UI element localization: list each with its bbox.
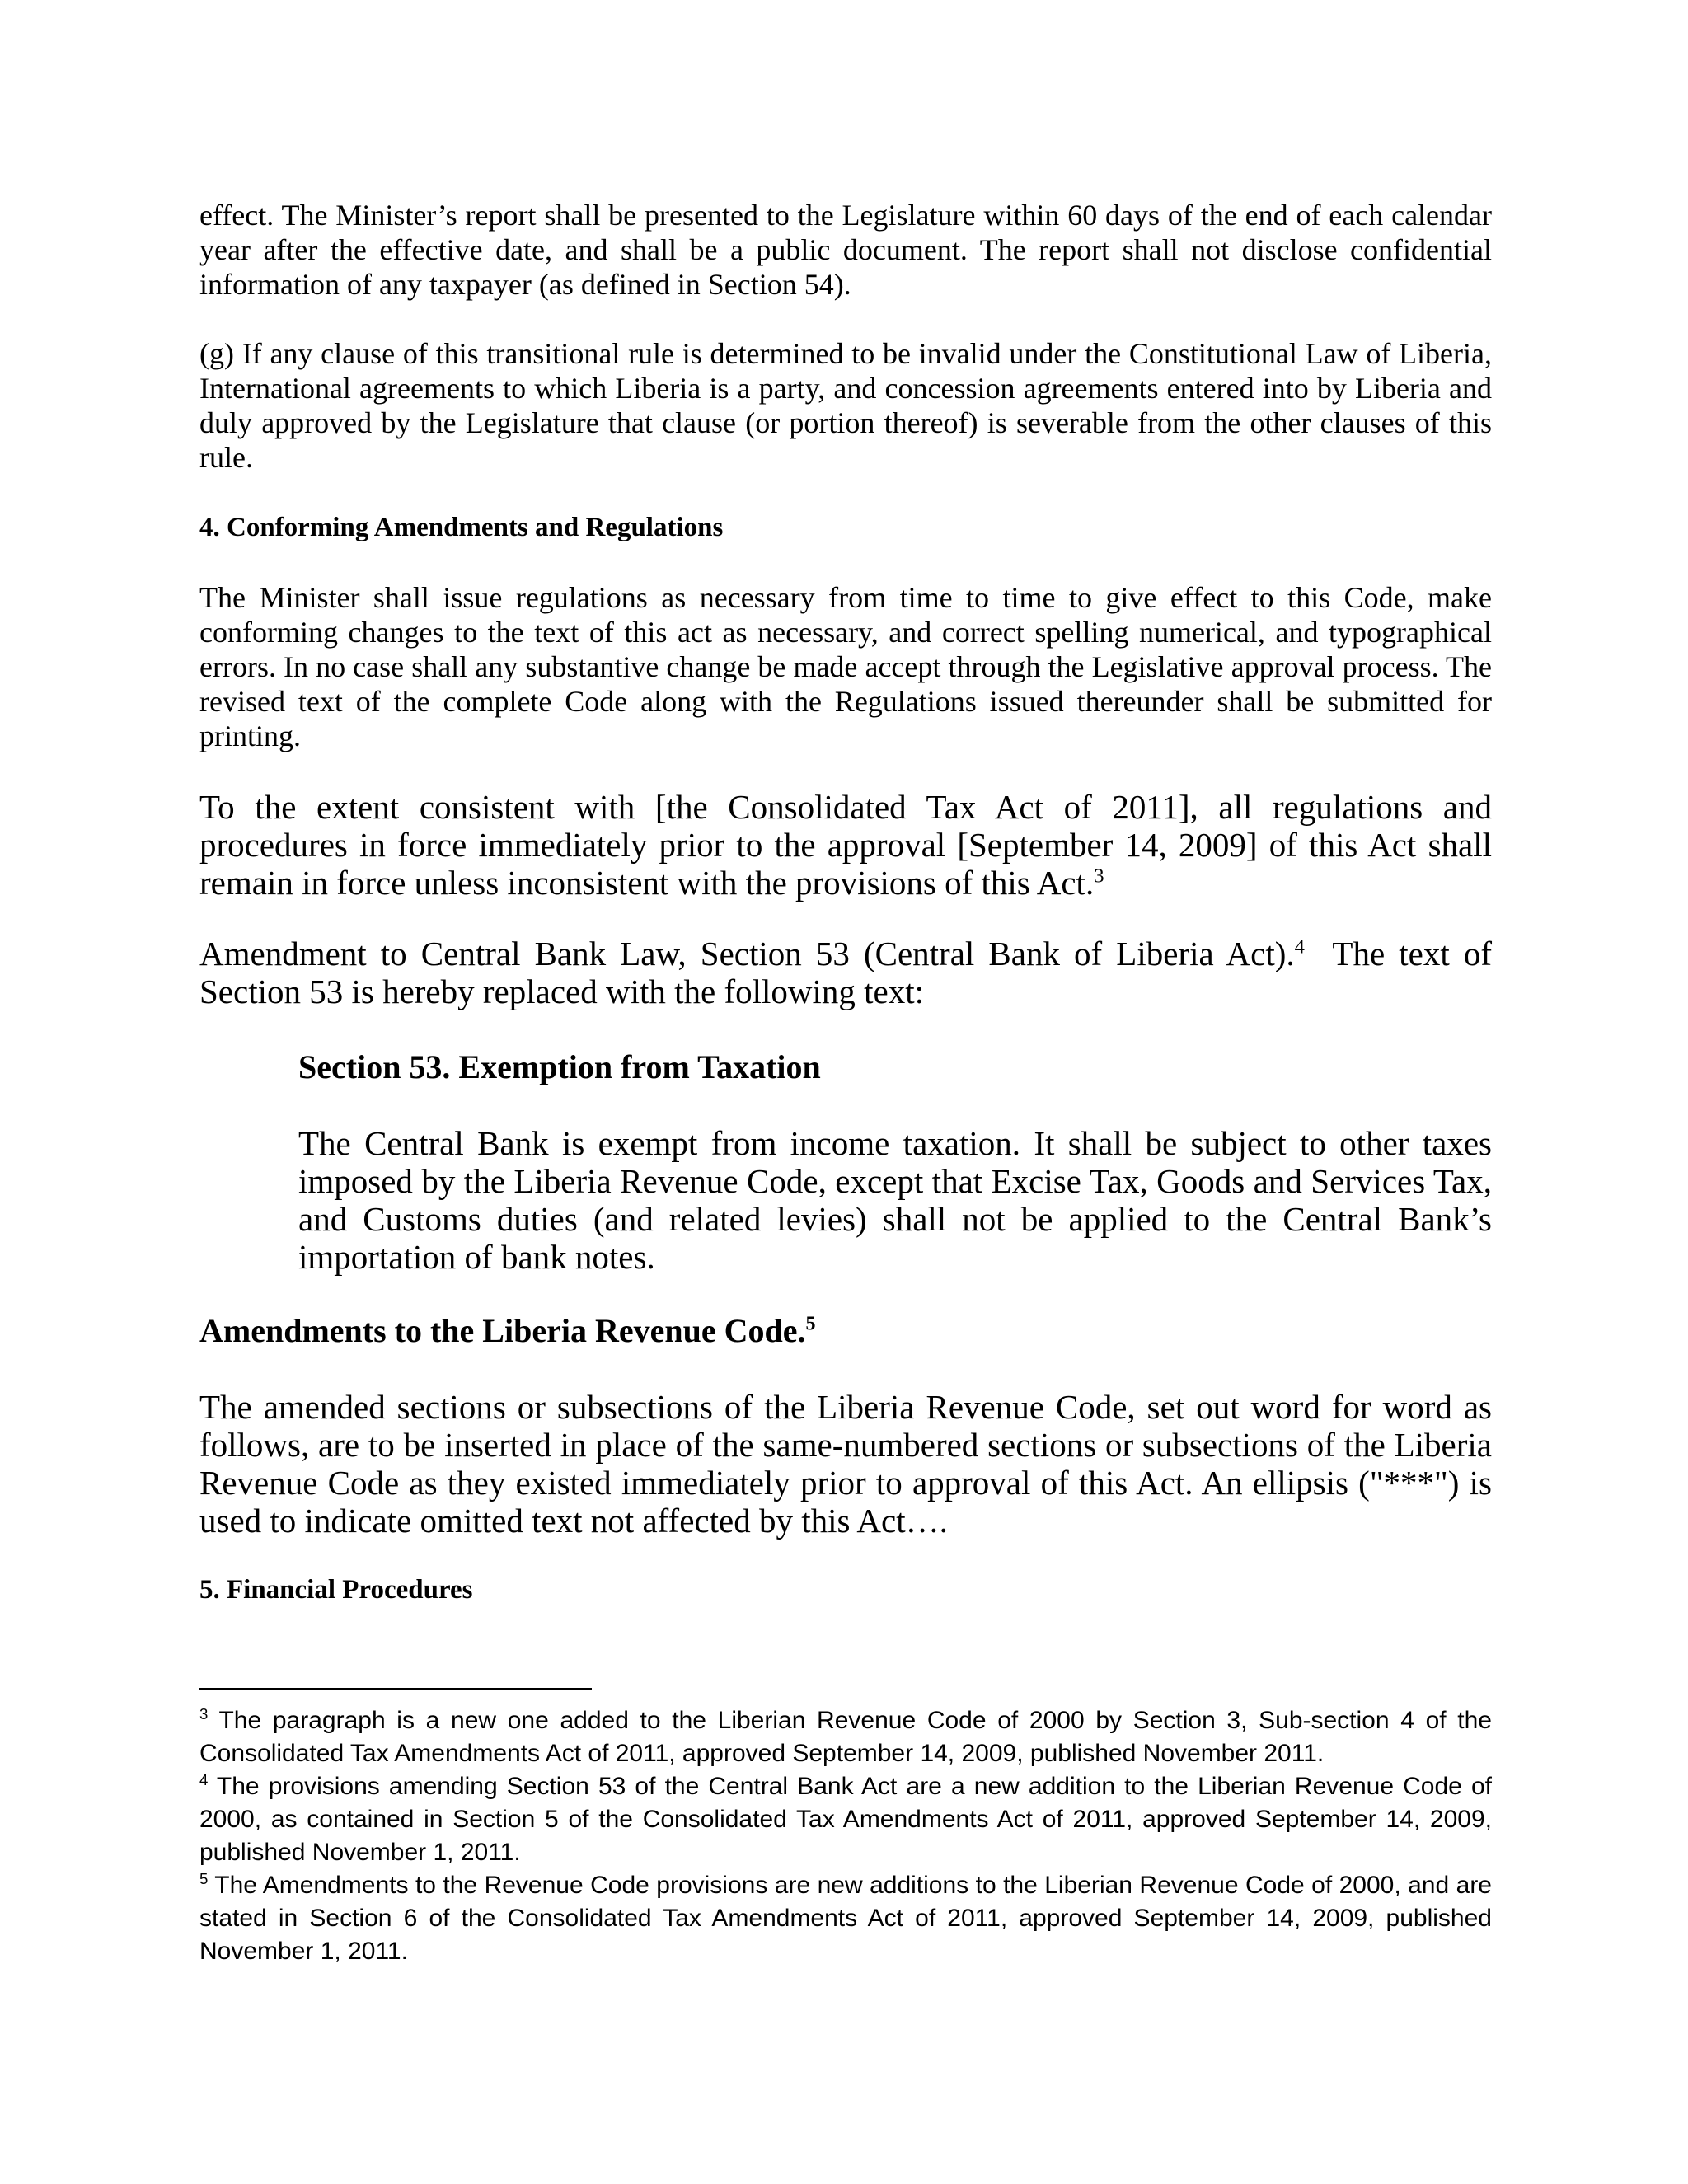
paragraph-minister-report: effect. The Minister’s report shall be presented to the Legislature within 60 days of the end of each calendar year after the effective date, and shall be a public document. The report shall not disclose confidential information of any taxpayer (as defined in Section 54). xyxy=(199,199,1492,301)
footnote-4-number: 4 xyxy=(199,1771,209,1788)
paragraph-central-bank-amendment xyxy=(199,935,1501,1010)
heading-amendments-revenue-code-text: Amendments to the Liberia Revenue Code. xyxy=(199,1312,806,1349)
footnote-4 xyxy=(199,1770,1492,1869)
paragraph-regulations-in-force xyxy=(199,788,1492,902)
paragraph-regulations: The Minister shall issue regulations as necessary from time to time to give effect to this Code, make conforming changes to the text of this act as necessary, and correct spelling numerical, and typographical errors. In no case shall any substantive change be made accept through the Legislative approval process. The revised text of the complete Code along with the Regulations issued thereunder shall be submitted for printing. xyxy=(199,581,1492,752)
footnote-ref-5: 5 xyxy=(805,1313,816,1335)
footnote-3-text: The paragraph is a new one added to the Liberian Revenue Code of 2000 by Section 3, Sub-section 4 of the Consolidated Tax Amendments Act of 2011, approved September 14, 2009, published November 2011. xyxy=(199,1707,1492,1767)
heading-financial-procedures: 5. Financial Procedures xyxy=(199,1575,473,1605)
footnote-separator xyxy=(199,1688,592,1690)
heading-section-53: Section 53. Exemption from Taxation xyxy=(298,1048,821,1085)
paragraph-central-bank-amendment-lead: Amendment to Central Bank Law, Section 53 (Central Bank of Liberia Act). xyxy=(199,935,1295,972)
footnote-5 xyxy=(199,1869,1492,1968)
paragraph-amended-sections: The amended sections or subsections of the Liberia Revenue Code, set out word for word as follows, are to be inserted in place of the same-numbered sections or subsections of the Liberia Revenue Code as they existed immediately prior to approval of this Act. An ellipsis ("***") is used to indicate omitted text not affected by this Act…. xyxy=(199,1388,1492,1540)
footnote-3 xyxy=(199,1704,1492,1770)
heading-conforming-amendments: 4. Conforming Amendments and Regulations xyxy=(199,513,724,542)
paragraph-regulations-in-force-text: To the extent consistent with [the Consolidated Tax Act of 2011], all regulations and procedures in force immediately prior to the approval [September 14, 2009] of this Act shall remain in force unless inconsistent with the provisions of this Act. xyxy=(199,788,1492,902)
footnote-ref-3: 3 xyxy=(1094,865,1104,888)
footnote-3-number: 3 xyxy=(199,1705,209,1722)
paragraph-central-bank-amendment-rest: The text of Section 53 is hereby replaced with the following text: xyxy=(199,935,1501,1010)
paragraph-section-53-text: The Central Bank is exempt from income taxation. It shall be subject to other taxes imposed by the Liberia Revenue Code, except that Excise Tax, Goods and Services Tax, and Customs duties (and related levies) shall not be applied to the Central Bank’s importation of bank notes. xyxy=(298,1124,1492,1276)
heading-amendments-revenue-code xyxy=(199,1312,1492,1350)
footnote-4-text: The provisions amending Section 53 of the Central Bank Act are a new addition to the Liberian Revenue Code of 2000, as contained in Section 5 of the Consolidated Tax Amendments Act of 2011, approved September 14, 2009, published November 1, 2011. xyxy=(199,1773,1492,1866)
footnote-ref-4: 4 xyxy=(1294,935,1305,958)
footnote-5-number: 5 xyxy=(199,1870,209,1887)
paragraph-severability-clause: (g) If any clause of this transitional rule is determined to be invalid under the Constitutional Law of Liberia, International agreements to which Liberia is a party, and concession agreements entered into by Liberia and duly approved by the Legislature that clause (or portion thereof) is severable from the other clauses of this rule. xyxy=(199,337,1492,474)
footnote-5-text: The Amendments to the Revenue Code provisions are new additions to the Liberian Revenue Code of 2000, and are stated in Section 6 of the Consolidated Tax Amendments Act of 2011, approved September 14, 2009, published November 1, 2011. xyxy=(199,1872,1492,1965)
